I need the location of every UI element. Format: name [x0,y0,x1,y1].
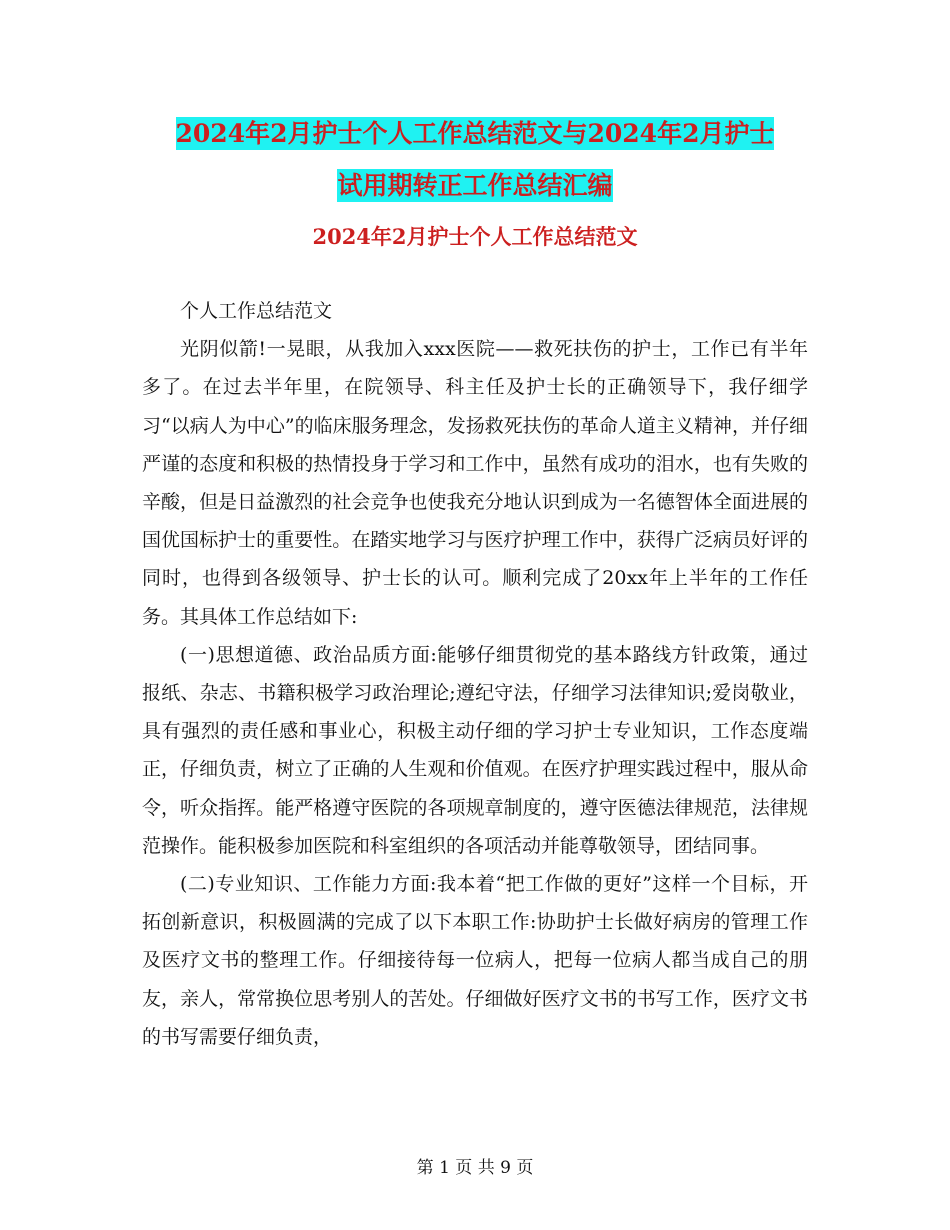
main-title-line-2: 试用期转正工作总结汇编 [337,171,613,200]
page-footer: 第 1 页 共 9 页 [416,1158,534,1178]
main-title [0,108,950,212]
paragraph: (二)专业知识、工作能力方面:我本着“把工作做的更好”这样一个目标，开拓创新意识，积极圆满的完成了以下本职工作:协助护士长做好病房的管理工作及医疗文书的整理工作。仔细接待每一位病人，把每一位病人都当成自己的朋友，亲人，常常换位思考别人的苦处。仔细做好医疗文书的书写工作，医疗文书的书写需要仔细负责， [142,873,808,1048]
paragraph: 光阴似箭!一晃眼，从我加入xxx医院——救死扶伤的护士，工作已有半年多了。在过去半年里，在院领导、科主任及护士长的正确领导下，我仔细学习“以病人为中心”的临床服务理念，发扬救死扶伤的革命人道主义精神，并仔细严谨的态度和积极的热情投身于学习和工作中，虽然有成功的泪水，也有失败的辛酸，但是日益激烈的社会竞争也使我充分地认识到成为一名德智体全面进展的国优国标护士的重要性。在踏实地学习与医疗护理工作中，获得广泛病员好评的同时，也得到各级领导、护士长的认可。顺利完成了20xx年上半年的工作任务。其具体工作总结如下: [142,338,808,628]
main-title-line-1: 2024年2月护士个人工作总结范文与2024年2月护士 [175,119,775,148]
paragraph: (一)思想道德、政治品质方面:能够仔细贯彻党的基本路线方针政策，通过报纸、杂志、书籍积极学习政治理论;遵纪守法，仔细学习法律知识;爱岗敬业，具有强烈的责任感和事业心，积极主动仔细的学习护士专业知识，工作态度端正，仔细负责，树立了正确的人生观和价值观。在医疗护理实践过程中，服从命令，听众指挥。能严格遵守医院的各项规章制度的，遵守医德法律规范，法律规范操作。能积极参加医院和科室组织的各项活动并能尊敬领导，团结同事。 [142,643,808,857]
body-text [142,292,808,1056]
paragraph-heading: 个人工作总结范文 [180,300,333,322]
section-title: 2024年2月护士个人工作总结范文 [312,224,638,249]
